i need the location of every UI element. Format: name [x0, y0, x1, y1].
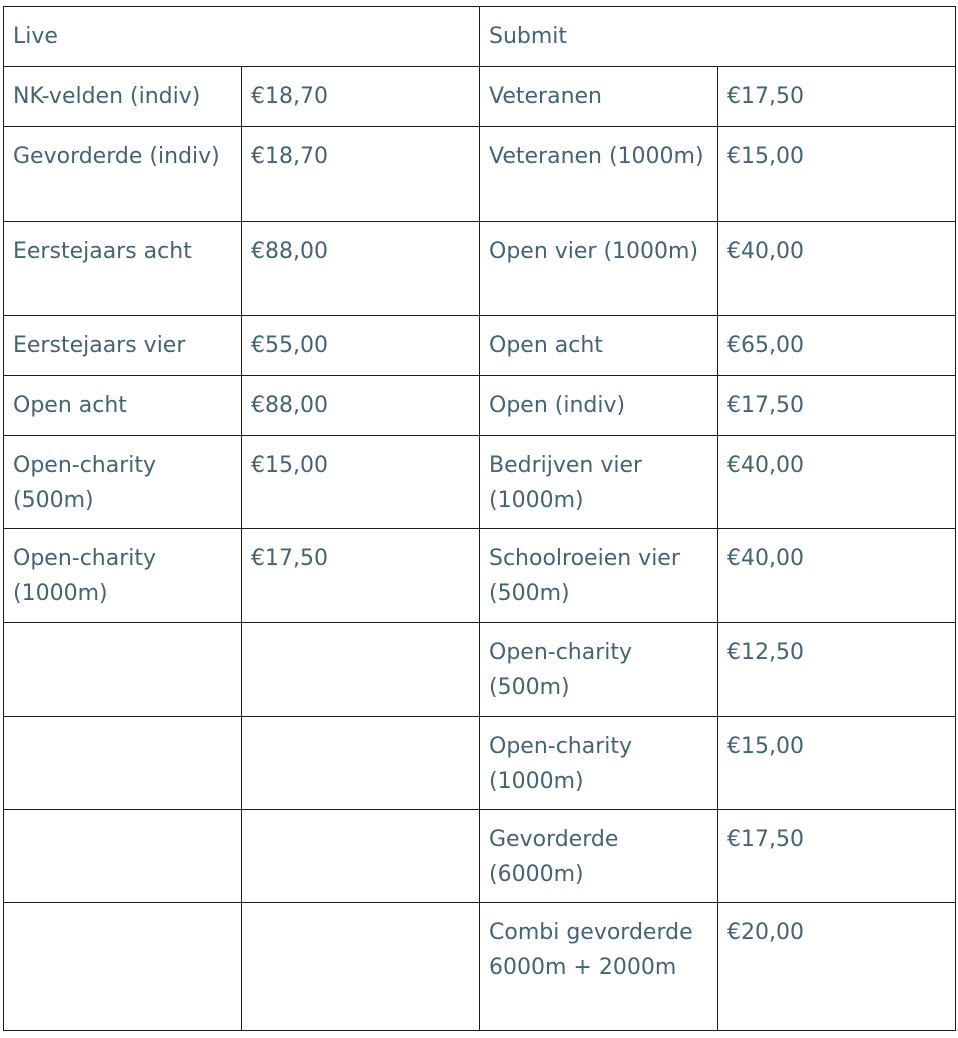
live-category-cell [4, 717, 242, 810]
submit-price-cell: €15,00 [718, 717, 956, 810]
table-row [4, 127, 956, 222]
live-category-cell: Eerstejaars vier [4, 316, 242, 376]
submit-category-cell: Open acht [480, 316, 718, 376]
submit-price-cell: €17,50 [718, 376, 956, 436]
live-category-cell [4, 623, 242, 717]
table-row [4, 810, 956, 903]
table-row [4, 623, 956, 717]
submit-category-cell: Open (indiv) [480, 376, 718, 436]
submit-category-cell: Open-charity (500m) [480, 623, 718, 717]
live-category-cell: Open-charity (500m) [4, 436, 242, 529]
table-row [4, 903, 956, 1031]
live-category-cell: Open-charity (1000m) [4, 529, 242, 623]
table-row [4, 717, 956, 810]
live-price-cell [242, 717, 480, 810]
live-category-cell: Open acht [4, 376, 242, 436]
live-price-cell [242, 903, 480, 1031]
submit-category-cell: Open vier (1000m) [480, 222, 718, 316]
submit-category-cell: Schoolroeien vier (500m) [480, 529, 718, 623]
submit-price-cell: €12,50 [718, 623, 956, 717]
table-row [4, 67, 956, 127]
submit-category-cell: Combi gevorderde 6000m + 2000m [480, 903, 718, 1031]
table-header-row [4, 7, 956, 67]
live-category-cell: Gevorderde (indiv) [4, 127, 242, 222]
live-price-cell: €55,00 [242, 316, 480, 376]
submit-price-cell: €17,50 [718, 810, 956, 903]
submit-price-cell: €65,00 [718, 316, 956, 376]
live-price-cell: €88,00 [242, 376, 480, 436]
fees-table [3, 6, 956, 1031]
submit-category-cell: Veteranen [480, 67, 718, 127]
live-header: Live [4, 7, 480, 67]
live-price-cell [242, 623, 480, 717]
live-price-cell: €18,70 [242, 127, 480, 222]
submit-price-cell: €20,00 [718, 903, 956, 1031]
table-row [4, 436, 956, 529]
submit-price-cell: €17,50 [718, 67, 956, 127]
submit-category-cell: Gevorderde (6000m) [480, 810, 718, 903]
live-category-cell: Eerstejaars acht [4, 222, 242, 316]
live-price-cell: €17,50 [242, 529, 480, 623]
table-row [4, 529, 956, 623]
table-row [4, 222, 956, 316]
submit-price-cell: €15,00 [718, 127, 956, 222]
submit-header: Submit [480, 7, 956, 67]
live-price-cell: €15,00 [242, 436, 480, 529]
live-price-cell: €18,70 [242, 67, 480, 127]
submit-price-cell: €40,00 [718, 222, 956, 316]
table-row [4, 316, 956, 376]
submit-category-cell: Open-charity (1000m) [480, 717, 718, 810]
live-price-cell: €88,00 [242, 222, 480, 316]
live-category-cell [4, 903, 242, 1031]
live-category-cell [4, 810, 242, 903]
live-category-cell: NK-velden (indiv) [4, 67, 242, 127]
submit-price-cell: €40,00 [718, 436, 956, 529]
table-row [4, 376, 956, 436]
submit-category-cell: Veteranen (1000m) [480, 127, 718, 222]
live-price-cell [242, 810, 480, 903]
submit-price-cell: €40,00 [718, 529, 956, 623]
submit-category-cell: Bedrijven vier (1000m) [480, 436, 718, 529]
